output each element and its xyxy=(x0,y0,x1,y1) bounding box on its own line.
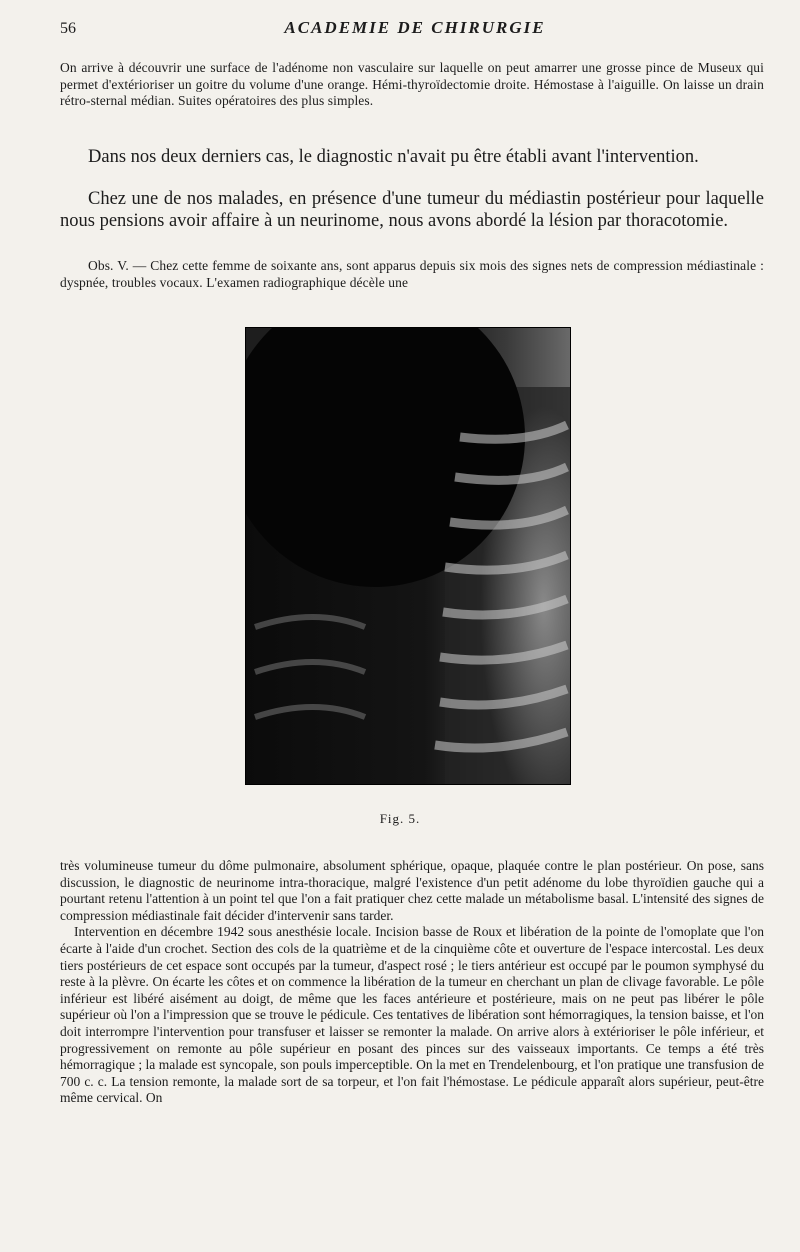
paragraph-intervention: Intervention en décembre 1942 sous anesthésie locale. Incision basse de Roux et libération de la pointe de l'omoplate que l'on écarte à l'aide d'un crochet. Section des cols de la quatrième et de la cinquième côte et ouverture de l'espace intercostal. Les deux tiers postérieurs de cet espace sont occupés par la tumeur, d'aspect rosé ; le tiers antérieur est occupé par le poumon symphysé du reste à la plèvre. On écarte les côtes et on commence la libération de la tumeur en cherchant un plan de clivage favorable. Le pôle inférieur est libéré aisément au doigt, de même que les faces antérieure et postérieure, mais on ne peut pas libérer le pôle supérieur où l'on a l'impression que se trouve le pédicule. Ces tentatives de libération sont hémorragiques, la tension baisse, et l'on doit interrompre l'intervention pour transfuser et laisser se remonter la malade. On arrive alors à extérioriser le pôle inférieur, et progressivement on remonte au pôle supérieur en posant des pinces sur des vaisseaux importants. Ce temps a été très hémorragique ; la malade est syncopale, son pouls imperceptible. On la met en Trendelenbourg, et l'on pratique une transfusion de 700 c. c. La tension remonte, la malade sort de sa torpeur, et l'on fait l'hémostase. Le pédicule apparaît alors supérieur, peut-être même cervical. On xyxy=(60,924,764,1106)
paragraph-tumeur: très volumineuse tumeur du dôme pulmonaire, absolument sphérique, opaque, plaquée contre le plan postérieur. On pose, sans discussion, le diagnostic de neurinome intra-thoracique, malgré l'existence d'un petit adénome du lobe thyroïdien gauche qui a pourtant retenu l'attention à un point tel que l'on a fait pratiquer chez cette malade un métabolisme basal. L'intensité des signes de compression médiastinale fait décider d'intervenir sans tarder. xyxy=(60,858,764,923)
paragraph-diagnostic: Dans nos deux derniers cas, le diagnostic n'avait pu être établi avant l'intervention. xyxy=(88,147,699,167)
chest-radiograph-image xyxy=(245,327,571,785)
radiograph-figure xyxy=(245,327,571,785)
figure-caption: Fig. 5. xyxy=(379,811,421,826)
running-title: ACADEMIE DE CHIRURGIE xyxy=(284,18,546,37)
paragraph-observation-v: Obs. V. — Chez cette femme de soixante ans, sont apparus depuis six mois des signes nets de compression médiastinale : dyspnée, troubles vocaux. L'examen radiographique décèle une xyxy=(60,258,764,290)
page-header xyxy=(60,18,770,46)
paragraph-adenome: On arrive à découvrir une surface de l'adénome non vasculaire sur laquelle on peut amarrer une grosse pince de Museux qui permet d'extérioriser un goitre du volume d'une orange. Hémi-thyroïdectomie droite. Hémostase à l'aiguille. On laisse un drain rétro-sternal médian. Suites opératoires des plus simples. xyxy=(60,60,764,108)
paragraph-thoracotomie: Chez une de nos malades, en présence d'une tumeur du médiastin postérieur pour laquelle nous pensions avoir affaire à un neurinome, nous avons abordé la lésion par thoracotomie. xyxy=(60,189,764,231)
body-text-continuation xyxy=(60,858,764,1107)
page-number: 56 xyxy=(60,20,76,37)
